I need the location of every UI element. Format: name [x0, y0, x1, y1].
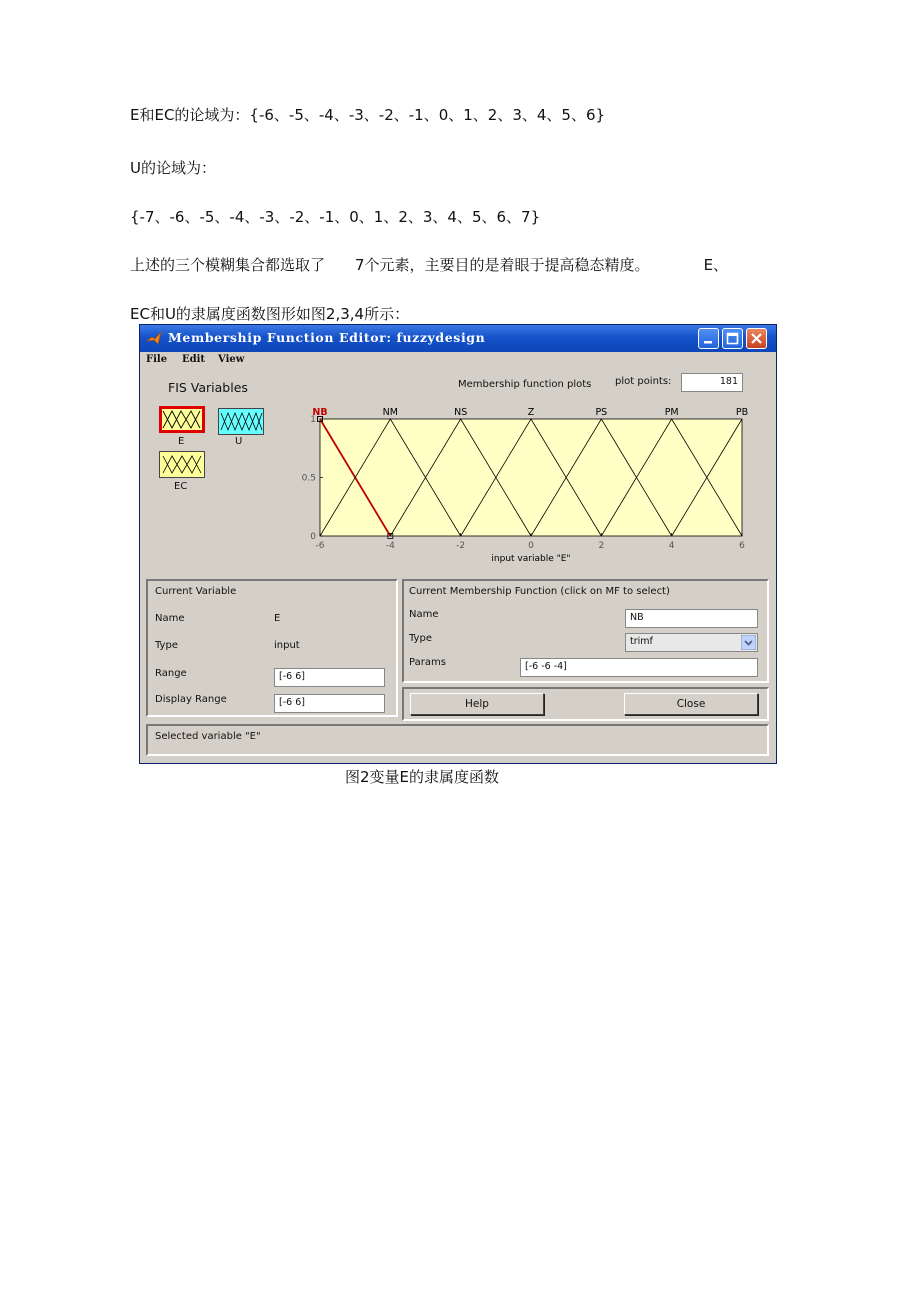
paragraph-fuzzy-sets [130, 254, 728, 275]
mf-name-label: Name [409, 609, 439, 620]
x-tick-label: 6 [739, 541, 745, 551]
close-window-button[interactable] [746, 328, 767, 349]
membership-function-plot[interactable] [140, 368, 776, 578]
paragraph-figure-intro: EC和U的隶属度函数图形如图2,3,4所示： [130, 305, 410, 323]
x-tick-label: 0 [528, 541, 534, 551]
plot-title: Membership function plots [458, 379, 592, 390]
mf-label-z: Z [527, 407, 535, 418]
window-title: Membership Function Editor: fuzzydesign [168, 330, 486, 345]
maximize-icon [723, 329, 742, 348]
mf-label-ps: PS [595, 407, 608, 418]
plot-points-input[interactable]: 181 [681, 373, 743, 392]
paragraph-part-1: 上述的三个模糊集合都选取了 [130, 256, 326, 274]
y-tick-label: 1 [310, 415, 316, 425]
mf-type-value: trimf [630, 636, 653, 647]
paragraph-part-2: 7个元素，主要目的是着眼于提高稳态精度。 [355, 256, 650, 274]
menu-file[interactable]: File [146, 354, 168, 365]
plot-area [320, 419, 742, 536]
menu-edit[interactable]: Edit [182, 354, 206, 365]
mf-label-pm: PM [664, 407, 679, 418]
title-bar[interactable] [140, 325, 776, 352]
chevron-down-icon [741, 635, 756, 650]
matlab-logo-icon [146, 330, 162, 346]
minimize-icon [699, 329, 718, 348]
domain-line-u-label: U的论域为： [130, 159, 216, 177]
display-range-label: Display Range [155, 694, 227, 705]
mf-type-label: Type [409, 633, 432, 644]
menu-view[interactable]: View [218, 354, 245, 365]
x-tick-label: -4 [385, 541, 395, 551]
variable-type-value: input [274, 640, 300, 651]
display-range-input[interactable]: [-6 6] [274, 694, 385, 713]
paragraph-part-3: E、 [703, 256, 729, 274]
menu-bar [140, 352, 776, 368]
current-mf-panel [402, 579, 769, 683]
mf-params-input[interactable]: [-6 -6 -4] [520, 658, 758, 677]
upper-area [140, 368, 776, 578]
x-tick-label: 2 [598, 541, 605, 551]
x-tick-label: -2 [456, 541, 466, 551]
maximize-button[interactable] [722, 328, 743, 349]
current-mf-heading: Current Membership Function (click on MF to select) [409, 586, 670, 597]
y-tick-label: 0.5 [301, 473, 316, 484]
close-button[interactable]: Close [624, 693, 758, 715]
status-text: Selected variable "E" [155, 731, 261, 742]
membership-function-editor-window [139, 324, 777, 764]
figure-caption: 图2变量E的隶属度函数 [345, 768, 500, 786]
current-variable-heading: Current Variable [155, 586, 237, 597]
status-panel [146, 724, 769, 756]
domain-line-e-ec: E和EC的论域为：{-6、-5、-4、-3、-2、-1、0、1、2、3、4、5、6} [130, 106, 606, 124]
mf-label-nm: NM [382, 407, 398, 418]
variable-e-label: E [178, 436, 185, 447]
buttons-panel [402, 687, 769, 721]
mf-label-pb: PB [735, 407, 749, 418]
mf-params-label: Params [409, 657, 446, 668]
y-tick-label: 0 [310, 532, 316, 542]
x-tick-label: -6 [315, 541, 325, 551]
current-variable-panel [146, 579, 398, 717]
variable-ec-label: EC [174, 481, 188, 492]
x-axis-label: input variable "E" [491, 554, 571, 564]
fis-variables-label: FIS Variables [168, 380, 248, 395]
variable-u-label: U [235, 436, 243, 447]
variable-name-value: E [274, 613, 281, 624]
help-button[interactable]: Help [410, 693, 544, 715]
variable-range-label: Range [155, 668, 187, 679]
close-icon [747, 329, 766, 348]
x-tick-label: 4 [668, 541, 675, 551]
domain-line-u-values: {-7、-6、-5、-4、-3、-2、-1、0、1、2、3、4、5、6、7} [130, 208, 541, 226]
mf-name-input[interactable]: NB [625, 609, 758, 628]
variable-type-label: Type [155, 640, 178, 651]
mf-label-nb: NB [312, 407, 328, 418]
variable-range-input[interactable]: [-6 6] [274, 668, 385, 687]
mf-type-select[interactable] [625, 633, 758, 652]
mf-label-ns: NS [454, 407, 468, 418]
plot-points-label: plot points: [615, 376, 672, 387]
variable-name-label: Name [155, 613, 185, 624]
minimize-button[interactable] [698, 328, 719, 349]
